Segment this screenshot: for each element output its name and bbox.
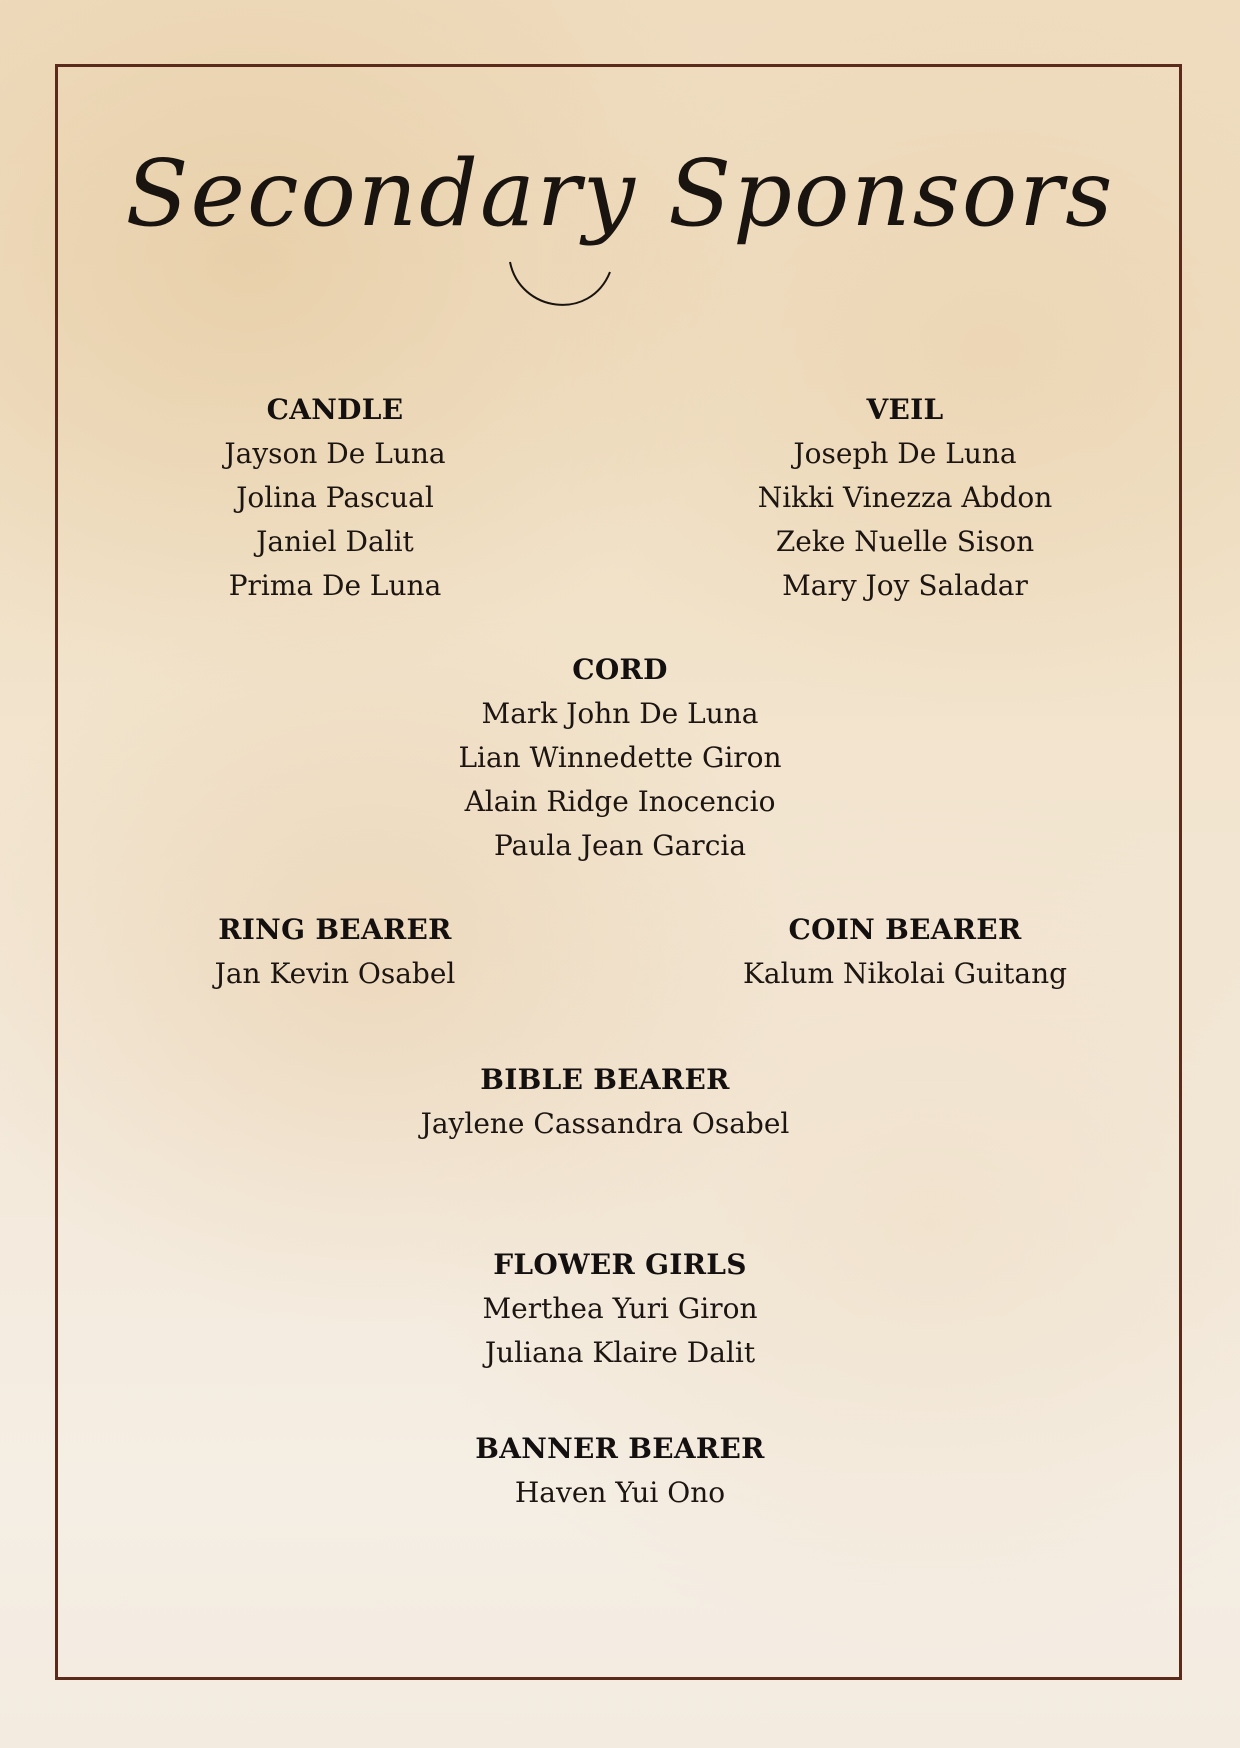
sponsor-name: Jayson De Luna: [224, 437, 446, 470]
group-cord: [420, 653, 820, 868]
sponsor-name: Paula Jean Garcia: [493, 829, 747, 862]
page-title: Secondary Sponsors: [125, 140, 1115, 247]
sponsor-name: Prima De Luna: [228, 569, 442, 602]
sponsor-name: Janiel Dalit: [256, 525, 414, 558]
group-heading: CANDLE: [266, 393, 404, 426]
sponsor-name: Alain Ridge Inocencio: [464, 785, 776, 818]
group-veil: [710, 393, 1100, 608]
group-heading: VEIL: [866, 393, 944, 426]
group-heading: FLOWER GIRLS: [493, 1248, 747, 1281]
sponsor-name: Mary Joy Saladar: [782, 569, 1028, 602]
group-heading: BANNER BEARER: [475, 1432, 765, 1465]
sponsor-name: Lian Winnedette Giron: [458, 741, 782, 774]
sponsor-name: Jaylene Cassandra Osabel: [420, 1107, 790, 1140]
group-bible-bearer: [390, 1063, 820, 1146]
sponsor-name: Jolina Pascual: [236, 481, 434, 514]
group-heading: COIN BEARER: [788, 913, 1022, 946]
sponsor-name: Mark John De Luna: [481, 697, 759, 730]
group-heading: BIBLE BEARER: [480, 1063, 730, 1096]
sponsor-name: Zeke Nuelle Sison: [775, 525, 1035, 558]
sponsor-name: Kalum Nikolai Guitang: [742, 957, 1068, 990]
group-flower-girls: [440, 1248, 800, 1375]
group-heading: RING BEARER: [218, 913, 452, 946]
group-banner-bearer: [440, 1432, 800, 1515]
script-flourish-icon: [500, 252, 620, 322]
sponsor-name: Nikki Vinezza Abdon: [757, 481, 1053, 514]
group-candle: [170, 393, 500, 608]
sponsor-name: Jan Kevin Osabel: [214, 957, 456, 990]
sponsor-name: Juliana Klaire Dalit: [484, 1336, 756, 1369]
sponsor-name: Merthea Yuri Giron: [482, 1292, 758, 1325]
group-coin-bearer: [720, 913, 1090, 996]
group-heading: CORD: [572, 653, 668, 686]
sponsor-name: Joseph De Luna: [793, 437, 1017, 470]
sponsor-name: Haven Yui Ono: [514, 1476, 726, 1509]
group-ring-bearer: [160, 913, 510, 996]
